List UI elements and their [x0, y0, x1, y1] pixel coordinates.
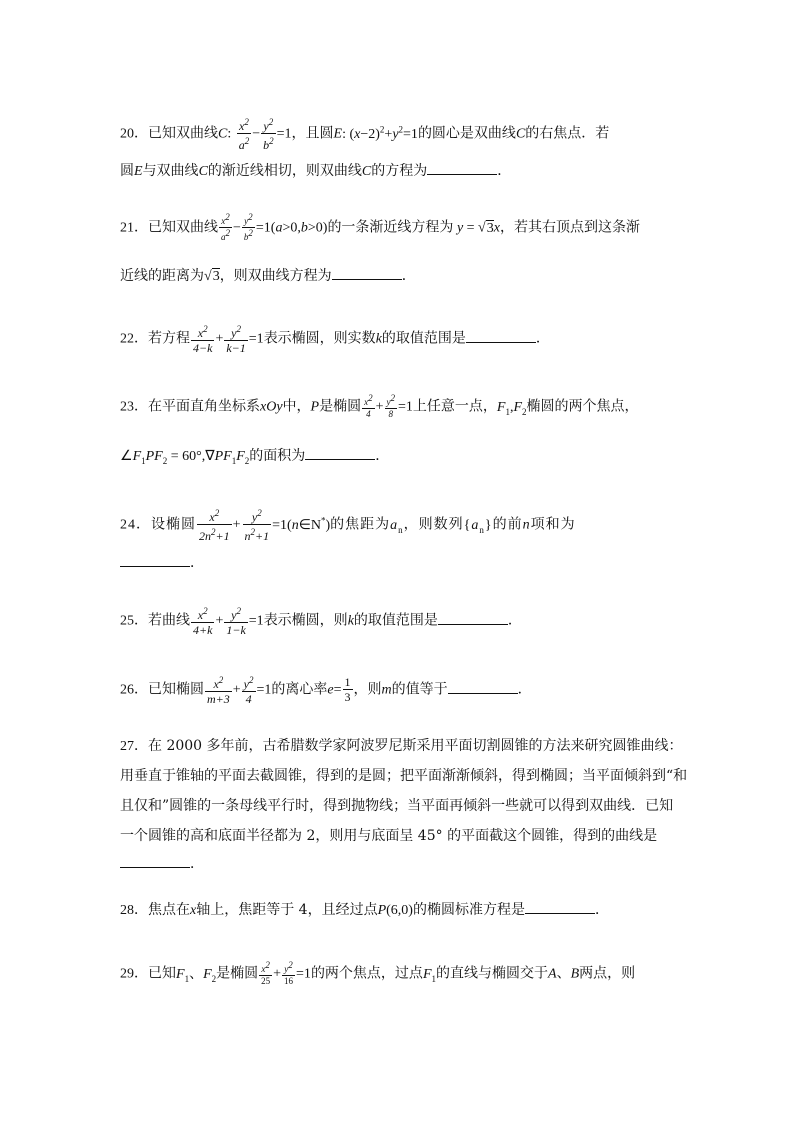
question-29: 29．已知$F_1$、$F_2$是椭圆 $\frac{x2}{25}$ + $\frac{y2}{16}$ =1的两个焦点，过点$F_1$的直线与椭圆交于A、B两点，则: [120, 960, 636, 986]
question-21-line-1: 21．已知双曲线 $\frac{x2}{a2}$ − $\frac{y2}{b2}$ =1(a>0,b>0)的一条渐近线方程为 y = √3x，若其右顶点到这条渐: [120, 212, 640, 242]
fraction: $\frac{x^2}{4+k}$: [193, 606, 213, 637]
question-number: 23．: [120, 399, 148, 415]
question-27-line-4: [120, 826, 680, 846]
question-text: 是椭圆: [319, 398, 362, 415]
question-text: ，则: [353, 681, 382, 698]
question-text: 且仅和”圆锥的一条母线平行时，得到抛物线；当平面再倾斜一些就可以得到双曲线．已知: [120, 798, 674, 814]
question-number: 25．: [120, 613, 148, 629]
question-text: 在平面直角坐标系: [148, 398, 260, 415]
fraction: $\frac{y^2}{4}$: [243, 675, 254, 706]
question-28: 28．焦点在x轴上，焦距等于 4，且经过点P(6,0)的椭圆标准方程是 ．: [120, 899, 680, 921]
answer-blank[interactable]: [525, 899, 595, 914]
fraction: $\frac{x^2}{m+3}$: [207, 675, 230, 706]
answer-blank[interactable]: [332, 265, 402, 280]
fraction: $\frac{y^2}{1-k}$: [226, 606, 246, 637]
question-text: 项和为: [530, 516, 576, 533]
answer-blank[interactable]: [427, 160, 497, 175]
answer-blank[interactable]: [305, 445, 375, 460]
question-text: ．: [535, 330, 550, 347]
question-text: ．: [375, 448, 390, 464]
question-number: 20．: [120, 126, 148, 142]
question-27-line-1: [120, 736, 683, 757]
question-27-line-3: [120, 796, 680, 816]
question-text: 的圆心是双曲线: [417, 125, 516, 142]
question-20-line-1: 20．已知双曲线C: $\frac{x^2}{a^2}$ − $\frac{y^2}{b^2}$ =1，且圆E: $(x-2)^2+y^2=1$的圆心是双曲线C的右焦点．若: [120, 117, 610, 152]
fraction: $\frac{x2}{4}$: [364, 393, 373, 419]
question-text: 的值等于: [391, 681, 448, 698]
question-number: 22．: [120, 331, 148, 347]
question-text: ．: [594, 902, 609, 918]
question-text: ，若其右顶点到这条渐: [499, 219, 640, 236]
question-text: 椭圆的两个焦点，: [526, 398, 639, 415]
question-text: ．: [517, 681, 532, 698]
question-text: 已知双曲线: [148, 125, 218, 142]
question-number: 21．: [120, 220, 148, 236]
question-text: 表示椭圆，则实数: [263, 330, 376, 347]
question-text: 的焦距为: [330, 516, 391, 533]
question-26: 26．已知椭圆 $\frac{x^2}{m+3}$ + $\frac{y^2}{4}$ =1的离心率e= $\frac{1}{3}$ ，则m的值等于 ．: [120, 675, 532, 706]
fraction: $\frac{y^2}{b^2}$: [263, 117, 274, 152]
question-text: 已知双曲线: [148, 219, 218, 236]
question-text: 表示椭圆，则: [263, 612, 348, 629]
question-number: 29．: [120, 966, 148, 982]
question-text: 已知: [148, 965, 176, 982]
question-text: 的右焦点．若: [525, 125, 610, 142]
question-27-line-2: [120, 766, 688, 786]
question-text: ，则双曲线方程为: [219, 268, 332, 284]
question-text: 用垂直于锥轴的平面去截圆锥，得到的是圆；把平面渐渐倾斜，得到椭圆；当平面倾斜到“和: [120, 768, 688, 784]
math-expression: E: [333, 126, 343, 142]
question-number: 26．: [120, 682, 148, 698]
math-expression: √3: [204, 269, 220, 284]
fraction: $\frac{y2}{b2}$: [243, 212, 253, 242]
question-text: 焦点在: [148, 902, 190, 918]
fraction: $\frac{x2}{25}$: [261, 960, 271, 986]
question-text: 的两个焦点，过点: [310, 965, 423, 982]
math-expression: $\angle F_1PF_2 = 60^\circ,\nabla PF_1F_2$: [120, 449, 250, 466]
fraction: $\frac{x^2}{a^2}$: [238, 117, 250, 152]
question-text: 的渐近线相切，则双曲线: [207, 163, 362, 179]
fraction: $\frac{y^2}{n^2+1}$: [244, 508, 270, 543]
fraction: $\frac{y^2}{k-1}$: [226, 324, 246, 355]
question-text: 的离心率: [271, 681, 328, 698]
question-text: ．: [190, 856, 204, 872]
question-text: 中，: [282, 398, 311, 415]
question-text: ．: [401, 268, 416, 284]
question-text: 上任意一点，: [412, 398, 497, 415]
question-22: 22．若方程 $\frac{x^2}{4-k}$ + $\frac{y^2}{k-1}$ =1表示椭圆，则实数k的取值范围是 ．: [120, 324, 550, 355]
question-text: 的取值范围是: [353, 612, 438, 629]
question-text: ．: [190, 555, 204, 571]
question-text: 的方程为: [371, 163, 428, 179]
question-27-line-5: [120, 853, 680, 874]
question-text: 两点，则: [579, 965, 636, 982]
answer-blank[interactable]: [448, 679, 518, 694]
question-text: 是椭圆: [216, 965, 259, 982]
answer-blank[interactable]: [120, 853, 190, 868]
question-text: 设椭圆: [151, 516, 196, 533]
answer-blank[interactable]: [466, 328, 536, 343]
fraction: $\frac{1}{3}$: [344, 675, 351, 704]
answer-blank[interactable]: [120, 552, 190, 567]
answer-blank[interactable]: [438, 610, 508, 625]
question-20-line-2: 圆E与双曲线C的渐近线相切，则双曲线C的方程为 ．: [120, 160, 680, 182]
math-expression: C: [218, 126, 228, 142]
question-text: 的取值范围是: [381, 330, 466, 347]
fraction: $\frac{y2}{8}$: [386, 393, 396, 419]
question-25: 25．若曲线 $\frac{x^2}{4+k}$ + $\frac{y^2}{1-k}$ =1表示椭圆，则k的取值范围是 ．: [120, 606, 522, 637]
question-text: 已知椭圆: [148, 681, 204, 698]
question-text: 的直线与椭圆交于: [436, 965, 548, 982]
question-text: 的一条渐近线方程为: [327, 219, 454, 236]
fraction: $\frac{x2}{a2}$: [221, 212, 230, 242]
question-text: 近线的距离为: [120, 268, 204, 284]
question-text: 的前: [492, 516, 523, 533]
question-text: ，且圆: [291, 125, 334, 142]
question-number: 27．: [120, 739, 148, 754]
fraction: $\frac{y2}{16}$: [284, 960, 294, 986]
question-number: 24．: [120, 517, 151, 533]
question-text: 一个圆锥的高和底面半径都为 2，则用与底面呈 45° 的平面截这个圆锥，得到的曲线是: [120, 828, 658, 844]
question-23-line-1: 23．在平面直角坐标系xOy中，P是椭圆 $\frac{x2}{4}$ + $\frac{y2}{8}$ =1上任意一点，$F_1,F_2$椭圆的两个焦点，: [120, 393, 639, 419]
question-24-line-1: 24．设椭圆 $\frac{x^2}{2n^2+1}$ + $\frac{y^2}{n^2+1}$ =1(n∈N*)的焦距为$a_n$，则数列$\{a_n\}$的前n项和为: [120, 508, 576, 543]
fraction: $\frac{x^2}{4-k}$: [193, 324, 213, 355]
question-21-line-2: [120, 265, 680, 287]
question-number: 28．: [120, 903, 148, 918]
question-text: 与双曲线: [142, 163, 199, 179]
fraction: $\frac{x^2}{2n^2+1}$: [199, 508, 230, 543]
question-text: 若方程: [148, 330, 190, 347]
question-23-line-2: [120, 445, 680, 471]
question-text: 的椭圆标准方程是: [412, 902, 525, 918]
question-text: 轴上，焦距等于 4，且经过点: [196, 902, 378, 918]
question-24-line-2: [120, 552, 680, 573]
question-text: 若曲线: [148, 612, 190, 629]
question-text: ．: [497, 163, 512, 179]
math-expression: y = √3x: [456, 220, 500, 236]
question-text: 在 2000 多年前，古希腊数学家阿波罗尼斯采用平面切割圆锥的方法来研究圆锥曲线：: [148, 738, 683, 754]
question-text: 的面积为: [249, 448, 306, 464]
question-text: ．: [507, 612, 522, 629]
question-text: 圆: [120, 163, 134, 179]
question-text: ，则数列: [403, 516, 464, 533]
